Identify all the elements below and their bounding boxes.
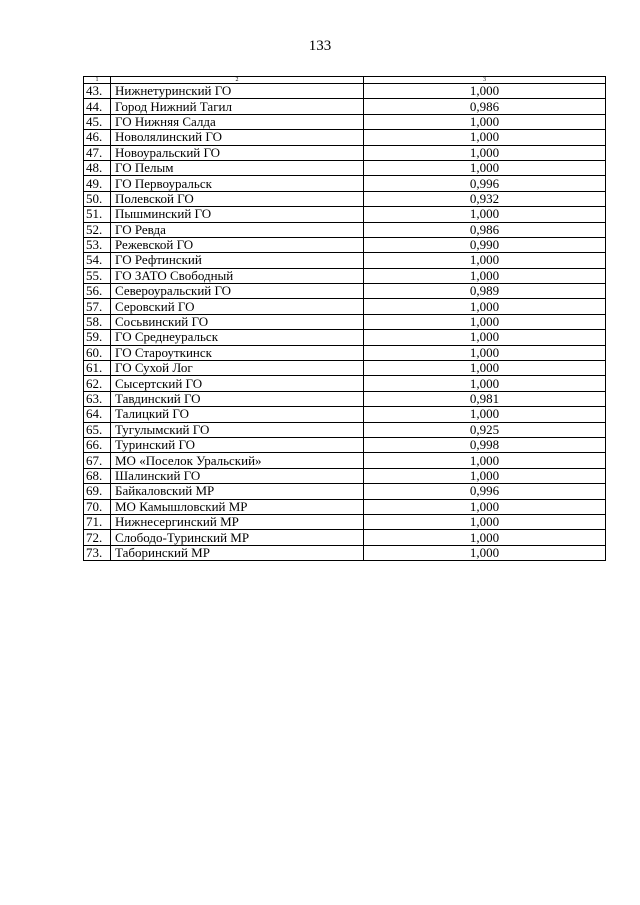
row-name-cell: ГО Первоуральск: [111, 176, 364, 191]
row-name-cell: Тавдинский ГО: [111, 391, 364, 406]
table-row: [84, 545, 606, 560]
row-name-cell: Серовский ГО: [111, 299, 364, 314]
row-value-cell: 1,000: [364, 145, 606, 160]
row-name-cell: Туринский ГО: [111, 437, 364, 452]
column-header-2: 2: [111, 77, 364, 84]
row-number-cell: 47.: [84, 145, 111, 160]
row-value-cell: 0,986: [364, 222, 606, 237]
table-row: [84, 391, 606, 406]
row-name-cell: МО Камышловский МР: [111, 499, 364, 514]
column-header-3: 3: [364, 77, 606, 84]
table-row: [84, 176, 606, 191]
row-value-cell: 1,000: [364, 499, 606, 514]
table-row: [84, 284, 606, 299]
row-name-cell: Талицкий ГО: [111, 407, 364, 422]
table-row: [84, 314, 606, 329]
row-value-cell: 1,000: [364, 530, 606, 545]
row-name-cell: Новоуральский ГО: [111, 145, 364, 160]
row-name-cell: ГО Староуткинск: [111, 345, 364, 360]
row-number-cell: 48.: [84, 160, 111, 175]
row-name-cell: Тугулымский ГО: [111, 422, 364, 437]
table-row: [84, 207, 606, 222]
row-value-cell: 0,998: [364, 437, 606, 452]
row-value-cell: 1,000: [364, 84, 606, 99]
row-name-cell: ГО Пелым: [111, 160, 364, 175]
table-row: [84, 530, 606, 545]
table-row: [84, 514, 606, 529]
table-row: [84, 160, 606, 175]
row-value-cell: 1,000: [364, 361, 606, 376]
row-number-cell: 55.: [84, 268, 111, 283]
row-name-cell: ГО Рефтинский: [111, 253, 364, 268]
row-number-cell: 51.: [84, 207, 111, 222]
table-row: [84, 330, 606, 345]
row-number-cell: 66.: [84, 437, 111, 452]
table-row: [84, 114, 606, 129]
row-value-cell: 1,000: [364, 453, 606, 468]
row-value-cell: 1,000: [364, 253, 606, 268]
row-value-cell: 1,000: [364, 468, 606, 483]
row-value-cell: 0,932: [364, 191, 606, 206]
row-name-cell: Таборинский МР: [111, 545, 364, 560]
row-value-cell: 1,000: [364, 268, 606, 283]
row-name-cell: Город Нижний Тагил: [111, 99, 364, 114]
row-value-cell: 1,000: [364, 345, 606, 360]
row-name-cell: Байкаловский МР: [111, 484, 364, 499]
row-name-cell: ГО ЗАТО Свободный: [111, 268, 364, 283]
row-number-cell: 59.: [84, 330, 111, 345]
row-number-cell: 46.: [84, 130, 111, 145]
row-number-cell: 70.: [84, 499, 111, 514]
row-number-cell: 63.: [84, 391, 111, 406]
row-number-cell: 58.: [84, 314, 111, 329]
row-name-cell: Шалинский ГО: [111, 468, 364, 483]
row-name-cell: ГО Ревда: [111, 222, 364, 237]
table-row: [84, 130, 606, 145]
table-row: [84, 253, 606, 268]
row-name-cell: МО «Поселок Уральский»: [111, 453, 364, 468]
row-value-cell: 0,986: [364, 99, 606, 114]
row-name-cell: Нижнесергинский МР: [111, 514, 364, 529]
row-value-cell: 0,989: [364, 284, 606, 299]
row-value-cell: 0,981: [364, 391, 606, 406]
table-row: [84, 191, 606, 206]
row-name-cell: ГО Сухой Лог: [111, 361, 364, 376]
table-row: [84, 468, 606, 483]
table-row: [84, 437, 606, 452]
row-number-cell: 62.: [84, 376, 111, 391]
row-name-cell: Сосьвинский ГО: [111, 314, 364, 329]
row-value-cell: 1,000: [364, 330, 606, 345]
row-number-cell: 67.: [84, 453, 111, 468]
row-number-cell: 65.: [84, 422, 111, 437]
row-number-cell: 54.: [84, 253, 111, 268]
table-row: [84, 299, 606, 314]
row-name-cell: ГО Нижняя Салда: [111, 114, 364, 129]
row-value-cell: 1,000: [364, 376, 606, 391]
table-row: [84, 345, 606, 360]
row-number-cell: 53.: [84, 237, 111, 252]
row-value-cell: 1,000: [364, 130, 606, 145]
row-value-cell: 1,000: [364, 514, 606, 529]
row-number-cell: 69.: [84, 484, 111, 499]
row-number-cell: 49.: [84, 176, 111, 191]
table-row: [84, 268, 606, 283]
table-row: [84, 453, 606, 468]
row-number-cell: 44.: [84, 99, 111, 114]
row-name-cell: Полевской ГО: [111, 191, 364, 206]
row-name-cell: Североуральский ГО: [111, 284, 364, 299]
row-number-cell: 72.: [84, 530, 111, 545]
table-row: [84, 422, 606, 437]
table-row: [84, 361, 606, 376]
table-row: [84, 99, 606, 114]
table-row: [84, 376, 606, 391]
table-body: [84, 77, 606, 561]
row-number-cell: 45.: [84, 114, 111, 129]
table-row: [84, 237, 606, 252]
row-value-cell: 1,000: [364, 314, 606, 329]
row-value-cell: 0,996: [364, 484, 606, 499]
row-value-cell: 0,990: [364, 237, 606, 252]
row-value-cell: 1,000: [364, 299, 606, 314]
row-name-cell: Слободо-Туринский МР: [111, 530, 364, 545]
row-number-cell: 57.: [84, 299, 111, 314]
row-number-cell: 52.: [84, 222, 111, 237]
page-number: 133: [308, 38, 332, 54]
table-header-row: [84, 77, 606, 84]
row-value-cell: 0,996: [364, 176, 606, 191]
table-row: [84, 407, 606, 422]
coefficients-table: [83, 76, 606, 561]
table-row: [84, 84, 606, 99]
row-name-cell: Нижнетуринский ГО: [111, 84, 364, 99]
table-row: [84, 484, 606, 499]
row-number-cell: 61.: [84, 361, 111, 376]
row-value-cell: 1,000: [364, 207, 606, 222]
row-name-cell: Сысертский ГО: [111, 376, 364, 391]
row-name-cell: Режевской ГО: [111, 237, 364, 252]
row-value-cell: 1,000: [364, 407, 606, 422]
row-number-cell: 68.: [84, 468, 111, 483]
row-name-cell: Новолялинский ГО: [111, 130, 364, 145]
row-value-cell: 1,000: [364, 114, 606, 129]
row-number-cell: 60.: [84, 345, 111, 360]
row-name-cell: Пышминский ГО: [111, 207, 364, 222]
column-header-1: 1: [84, 77, 111, 84]
row-value-cell: 1,000: [364, 160, 606, 175]
row-value-cell: 1,000: [364, 545, 606, 560]
table-row: [84, 145, 606, 160]
row-name-cell: ГО Среднеуральск: [111, 330, 364, 345]
row-number-cell: 73.: [84, 545, 111, 560]
row-number-cell: 56.: [84, 284, 111, 299]
row-number-cell: 43.: [84, 84, 111, 99]
row-value-cell: 0,925: [364, 422, 606, 437]
row-number-cell: 71.: [84, 514, 111, 529]
row-number-cell: 50.: [84, 191, 111, 206]
table-row: [84, 222, 606, 237]
row-number-cell: 64.: [84, 407, 111, 422]
table-row: [84, 499, 606, 514]
